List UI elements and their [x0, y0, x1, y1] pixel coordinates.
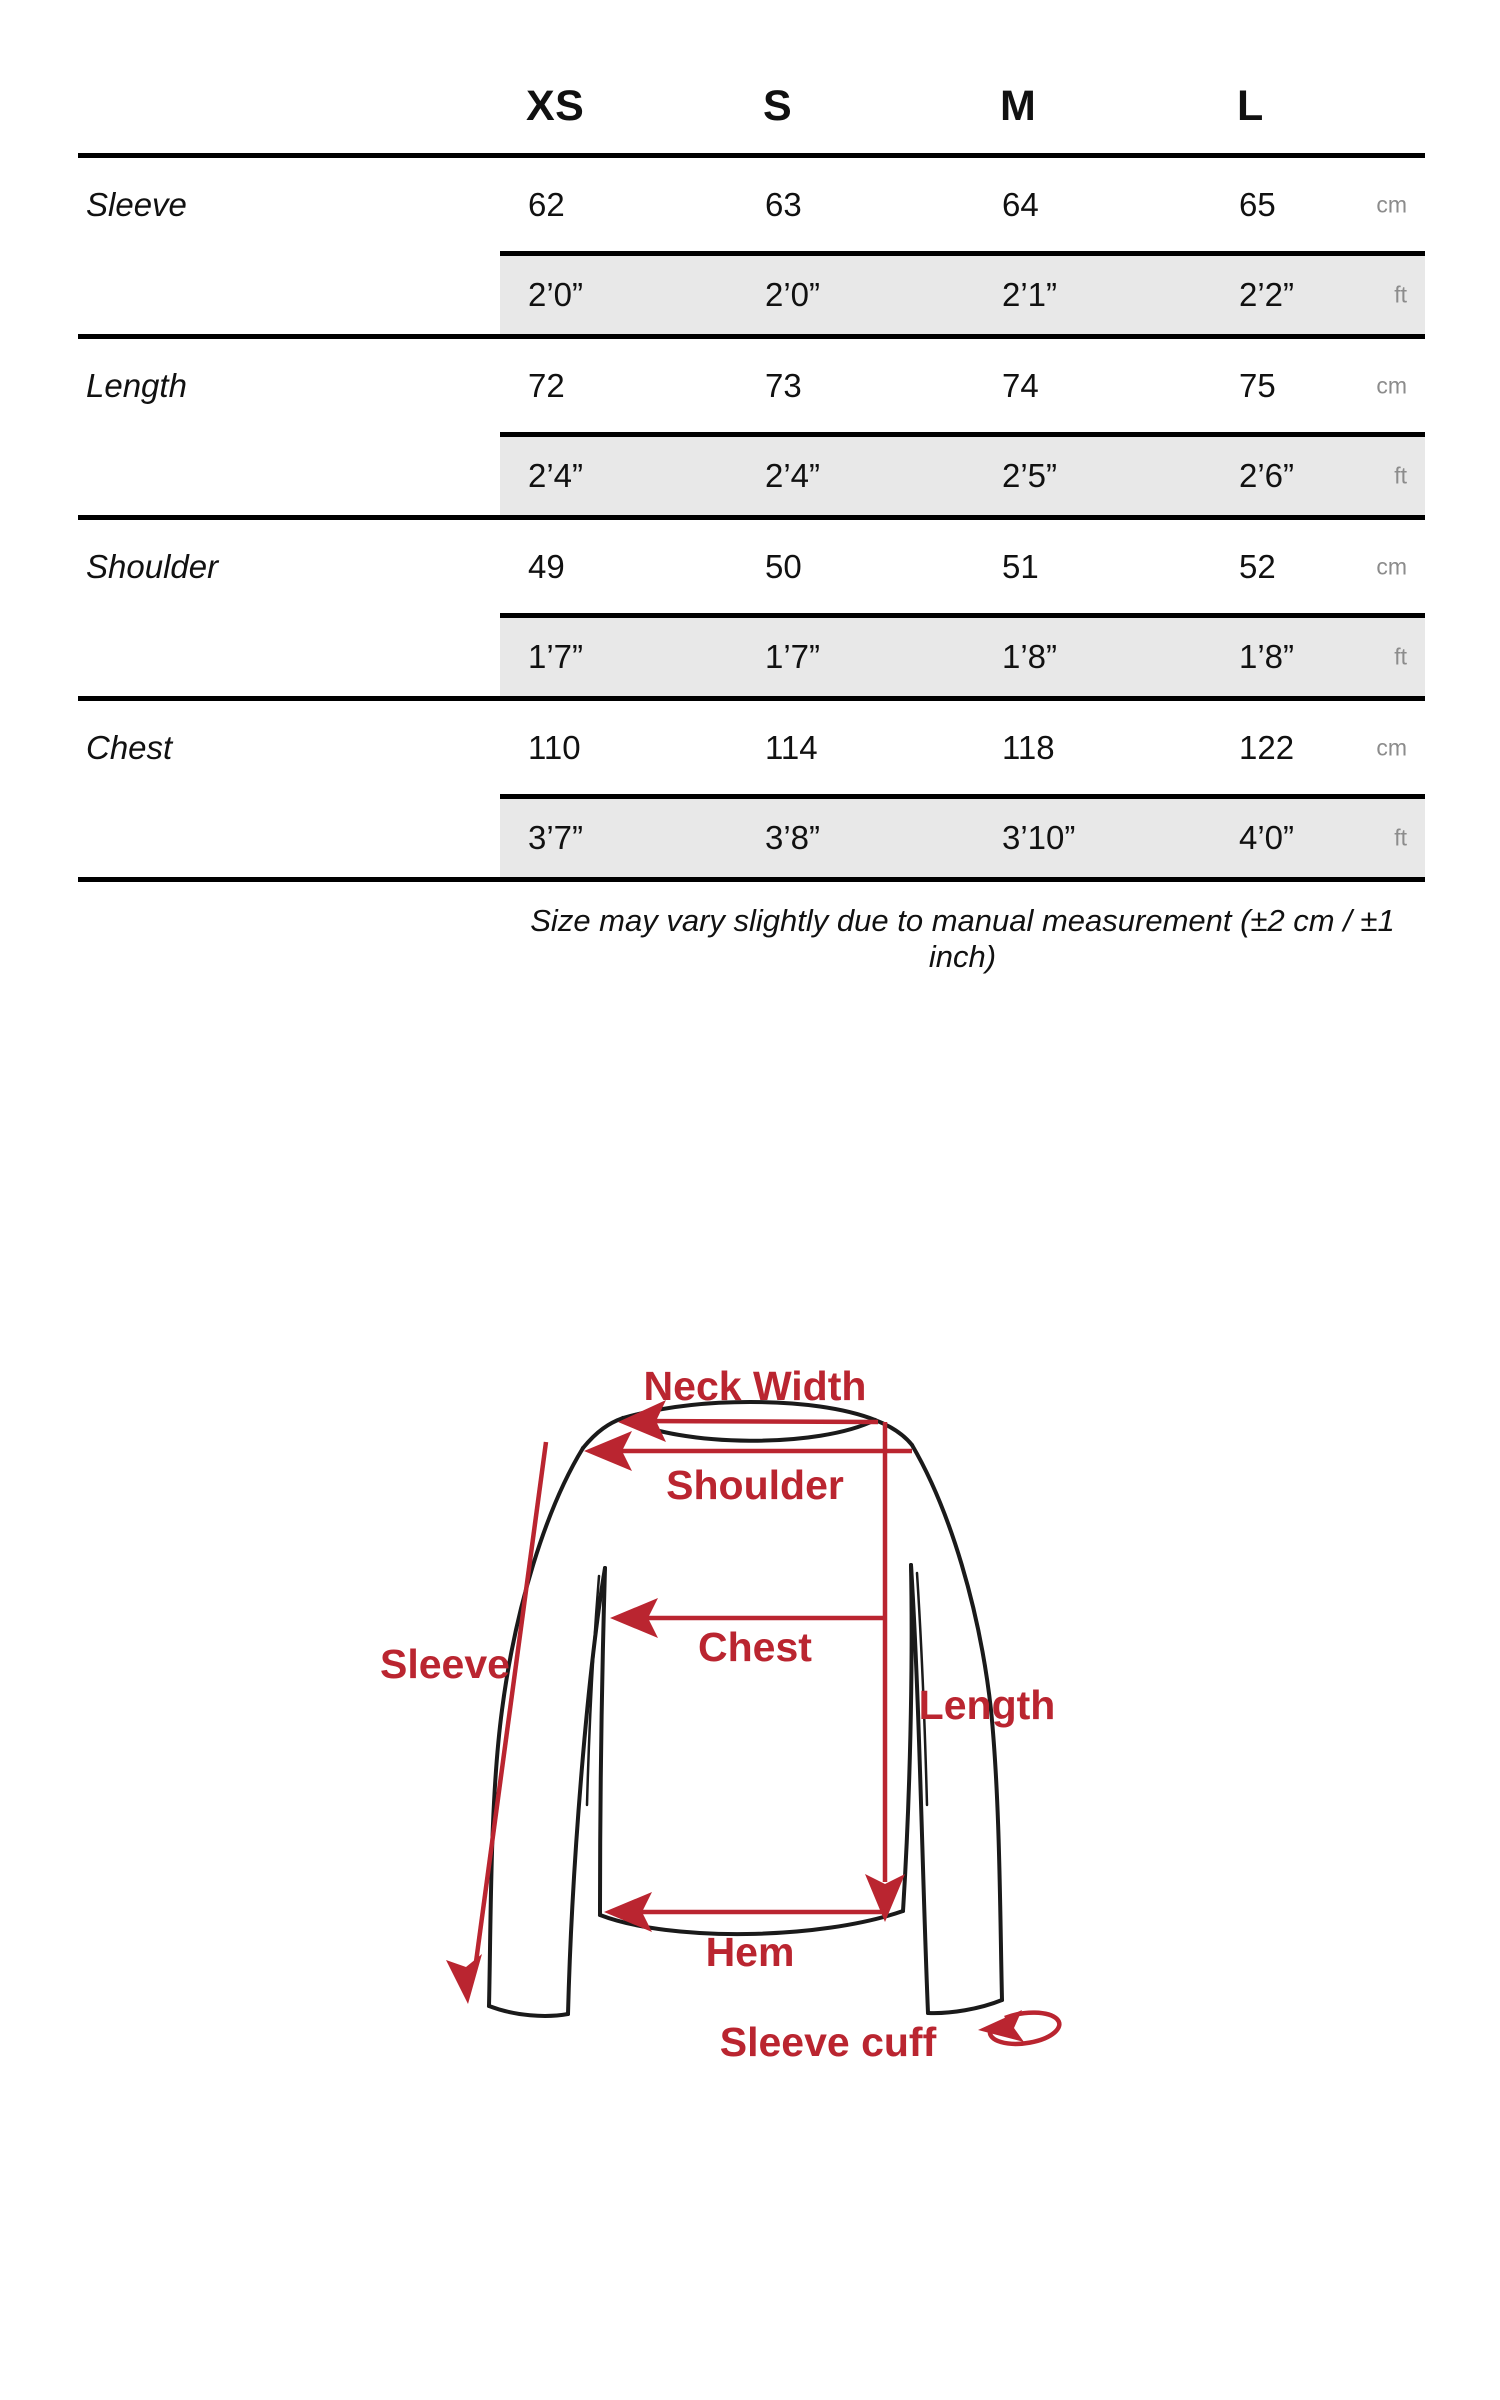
sleeve-label: Sleeve: [380, 1641, 510, 1687]
measurement-note: Size may vary slightly due to manual measurement (±2 cm / ±1 inch): [530, 903, 1395, 974]
cm-value: 64: [1002, 185, 1039, 223]
row-label: Length: [86, 366, 187, 404]
right-sleeve-cuff: [928, 2000, 1002, 2013]
size-header-row: [78, 60, 1425, 158]
hem-label: Hem: [705, 1929, 795, 1975]
unit-label-ft: ft: [1394, 824, 1407, 851]
ft-value: 1’7”: [765, 638, 821, 675]
cm-value: 74: [1002, 366, 1039, 404]
size-row-group-length: [78, 339, 1425, 520]
sleeve-arrow-line: [476, 1442, 546, 1962]
unit-label-cm: cm: [1376, 553, 1407, 579]
ft-value: 3’10”: [1002, 819, 1076, 856]
row-label: Shoulder: [86, 547, 219, 585]
row-label: Chest: [86, 728, 173, 766]
cm-value: 114: [765, 728, 818, 766]
column-header-m: M: [1000, 82, 1037, 130]
ft-value: 4’0”: [1239, 819, 1295, 856]
size-chart-table: [78, 60, 1425, 882]
unit-label-cm: cm: [1376, 191, 1407, 217]
unit-label-ft: ft: [1394, 462, 1407, 489]
cm-row: [78, 701, 1425, 794]
unit-label-cm: cm: [1376, 734, 1407, 760]
cm-row: [78, 158, 1425, 251]
ft-row: [500, 794, 1425, 877]
ft-value: 2’0”: [528, 276, 584, 313]
unit-label-ft: ft: [1394, 281, 1407, 308]
cm-value: 49: [528, 547, 565, 585]
sleeve-arrowhead: [446, 1954, 482, 2004]
ft-row: [500, 432, 1425, 515]
cm-value: 73: [765, 366, 802, 404]
size-row-group-chest: [78, 701, 1425, 882]
column-header-s: S: [763, 82, 793, 130]
cm-value: 65: [1239, 185, 1276, 223]
ft-value: 2’2”: [1239, 276, 1295, 313]
column-header-xs: XS: [526, 82, 585, 130]
length-label: Length: [918, 1682, 1056, 1728]
cm-value: 63: [765, 185, 802, 223]
ft-value: 2’0”: [765, 276, 821, 313]
cm-value: 50: [765, 547, 802, 585]
sleeve-cuff-label: Sleeve cuff: [719, 2019, 937, 2065]
ft-value: 1’7”: [528, 638, 584, 675]
chest-label: Chest: [698, 1624, 812, 1670]
size-row-group-sleeve: [78, 158, 1425, 339]
sleeve-cuff-arrowhead: [978, 2010, 1024, 2042]
neck-width-arrow-line: [626, 1421, 878, 1422]
ft-value: 2’4”: [528, 457, 584, 494]
ft-value: 3’8”: [765, 819, 821, 856]
unit-label-cm: cm: [1376, 372, 1407, 398]
cm-value: 52: [1239, 547, 1276, 585]
cm-row: [78, 520, 1425, 613]
ft-value: 2’5”: [1002, 457, 1058, 494]
measurement-annotations: [380, 1363, 1059, 2065]
ft-value: 2’6”: [1239, 457, 1295, 494]
ft-value: 2’1”: [1002, 276, 1058, 313]
ft-row: [500, 613, 1425, 696]
garment-measurement-diagram: [350, 1330, 1110, 2110]
left-sleeve-cuff: [489, 2006, 568, 2016]
cm-row: [78, 339, 1425, 432]
ft-value: 1’8”: [1002, 638, 1058, 675]
torso-right-edge: [903, 1565, 912, 1911]
ft-value: 2’4”: [765, 457, 821, 494]
torso-left-edge: [600, 1568, 605, 1915]
cm-value: 51: [1002, 547, 1039, 585]
cm-value: 118: [1002, 728, 1055, 766]
cm-value: 122: [1239, 728, 1295, 766]
ft-row: [500, 251, 1425, 334]
cm-value: 75: [1239, 366, 1276, 404]
ft-value: 1’8”: [1239, 638, 1295, 675]
size-row-group-shoulder: [78, 520, 1425, 701]
column-header-l: L: [1237, 82, 1264, 130]
unit-label-ft: ft: [1394, 643, 1407, 670]
shoulder-label: Shoulder: [666, 1462, 844, 1508]
ft-value: 3’7”: [528, 819, 584, 856]
row-label: Sleeve: [86, 185, 187, 223]
cm-value: 72: [528, 366, 565, 404]
neck-width-label: Neck Width: [643, 1363, 867, 1409]
cm-value: 62: [528, 185, 565, 223]
cm-value: 110: [528, 728, 581, 766]
